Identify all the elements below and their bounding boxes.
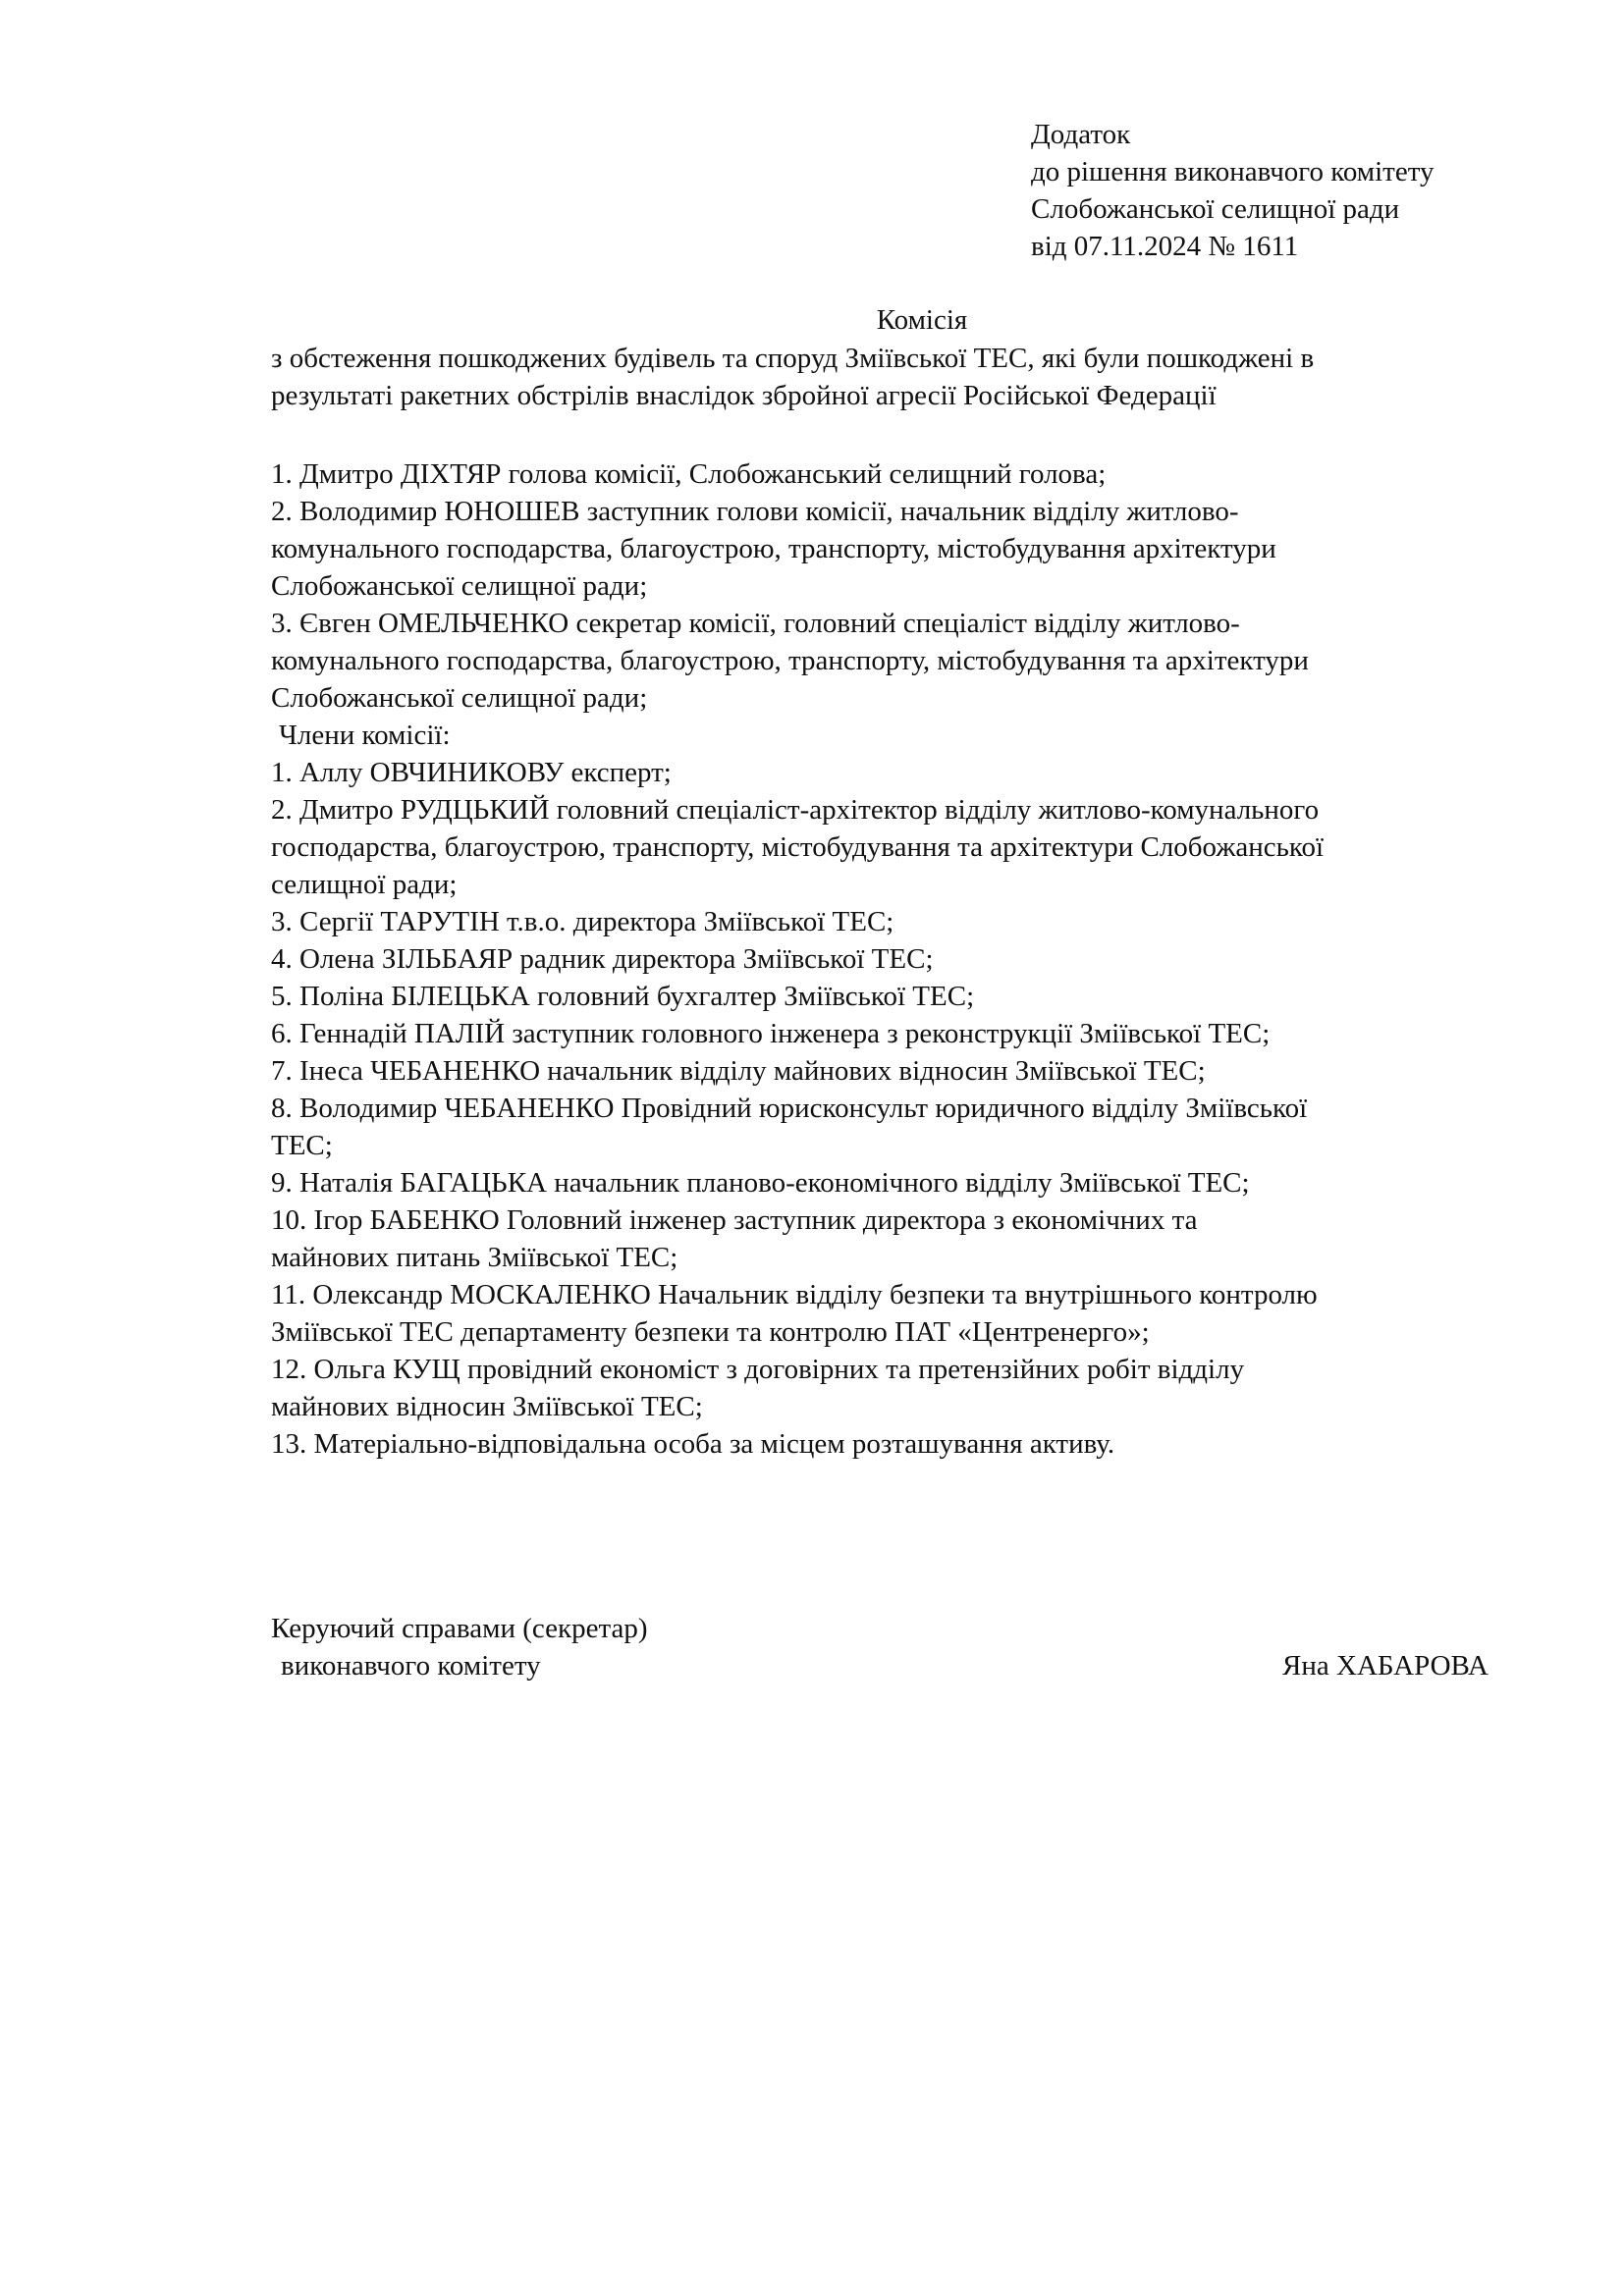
list-item-line: ТЕС;	[271, 1130, 333, 1161]
signatory-position: Керуючий справами (секретар)	[271, 1613, 648, 1644]
commission-members-list	[271, 455, 1547, 1463]
list-item	[271, 493, 1547, 605]
list-item	[271, 1015, 1547, 1052]
signatory-position: виконавчого комітету	[281, 1650, 541, 1682]
list-item-line: 9. Наталія БАГАЦЬКА начальник планово-економічного відділу Зміївської ТЕС;	[271, 1167, 1250, 1199]
list-item-line: 3. Сергії ТАРУТІН т.в.о. директора Зміївської ТЕС;	[271, 906, 894, 937]
list-item	[271, 754, 1547, 791]
list-item-line: селищної ради;	[271, 869, 458, 900]
list-item-line: 5. Поліна БІЛЕЦЬКА головний бухгалтер Зміївської ТЕС;	[271, 981, 975, 1012]
list-item	[271, 903, 1547, 940]
list-item-line: 11. Олександр МОСКАЛЕНКО Начальник відділу безпеки та внутрішнього контролю	[271, 1279, 1318, 1310]
appendix-line: до рішення виконавчого комітету	[1031, 156, 1435, 187]
list-item-line: 1. Дмитро ДІХТЯР голова комісії, Слобожанський селищний голова;	[271, 458, 1107, 490]
list-item-line: 2. Володимир ЮНОШЕВ заступник голови комісії, начальник відділу житлово-	[271, 496, 1239, 527]
document-subtitle	[271, 340, 1528, 414]
list-item	[271, 1090, 1547, 1164]
list-item	[271, 1052, 1547, 1090]
list-item-line: майнових питань Зміївської ТЕС;	[271, 1242, 678, 1273]
list-item-line: 3. Євген ОМЕЛЬЧЕНКО секретар комісії, головний спеціаліст відділу житлово-	[271, 608, 1240, 639]
subtitle-line: з обстеження пошкоджених будівель та споруд Зміївської ТЕС, які були пошкоджені в	[271, 343, 1315, 374]
list-item-line: 6. Геннадій ПАЛІЙ заступник головного інженера з реконструкції Зміївської ТЕС;	[271, 1018, 1271, 1049]
list-item-line: 13. Матеріально-відповідальна особа за місцем розташування активу.	[271, 1428, 1115, 1460]
list-item	[271, 1201, 1547, 1276]
list-item	[271, 1351, 1547, 1425]
list-item	[271, 1164, 1547, 1201]
list-item-line: 4. Олена ЗІЛЬБАЯР радник директора Зміївської ТЕС;	[271, 943, 934, 975]
subtitle-line: результаті ракетних обстрілів внаслідок збройної агресії Російської Федерації	[271, 380, 1217, 411]
list-item-line: комунального господарства, благоустрою, транспорту, містобудування та архітектури	[271, 645, 1309, 676]
list-item-line: Слобожанської селищної ради;	[271, 570, 648, 602]
list-item-line: Члени комісії:	[279, 720, 451, 751]
list-item-line: Слобожанської селищної ради;	[271, 682, 648, 714]
signature-block	[271, 1610, 1489, 1684]
appendix-line: від 07.11.2024 № 1611	[1031, 231, 1299, 262]
list-item	[271, 940, 1547, 978]
list-item	[271, 791, 1547, 903]
list-item-line: 10. Ігор БАБЕНКО Головний інженер заступник директора з економічних та	[271, 1204, 1198, 1236]
list-item	[271, 1425, 1547, 1463]
document-title: Комісія	[876, 304, 968, 336]
appendix-line: Додаток	[1031, 119, 1131, 150]
signatory-name: Яна ХАБАРОВА	[1282, 1650, 1489, 1682]
list-item-line: 7. Інеса ЧЕБАНЕНКО начальник відділу майнових відносин Зміївської ТЕС;	[271, 1055, 1206, 1087]
list-item-line: комунального господарства, благоустрою, транспорту, містобудування архітектури	[271, 533, 1276, 564]
list-item-line: 8. Володимир ЧЕБАНЕНКО Провідний юрисконсульт юридичного відділу Зміївської	[271, 1093, 1308, 1124]
list-item-line: 1. Аллу ОВЧИНИКОВУ експерт;	[271, 757, 672, 788]
list-item-line: 2. Дмитро РУДЦЬКИЙ головний спеціаліст-архітектор відділу житлово-комунального	[271, 794, 1320, 826]
list-item-line: 12. Ольга КУЩ провідний економіст з договірних та претензійних робіт відділу	[271, 1354, 1245, 1385]
appendix-header	[1031, 116, 1581, 265]
list-item	[271, 455, 1547, 493]
list-item	[271, 978, 1547, 1015]
members-heading	[271, 717, 1547, 754]
list-item-line: Зміївської ТЕС департаменту безпеки та контролю ПАТ «Центренерго»;	[271, 1316, 1150, 1348]
list-item-line: майнових відносин Зміївської ТЕС;	[271, 1391, 703, 1422]
list-item-line: господарства, благоустрою, транспорту, містобудування та архітектури Слобожанської	[271, 831, 1325, 863]
list-item	[271, 605, 1547, 717]
appendix-line: Слобожанської селищної ради	[1031, 193, 1400, 225]
list-item	[271, 1276, 1547, 1351]
